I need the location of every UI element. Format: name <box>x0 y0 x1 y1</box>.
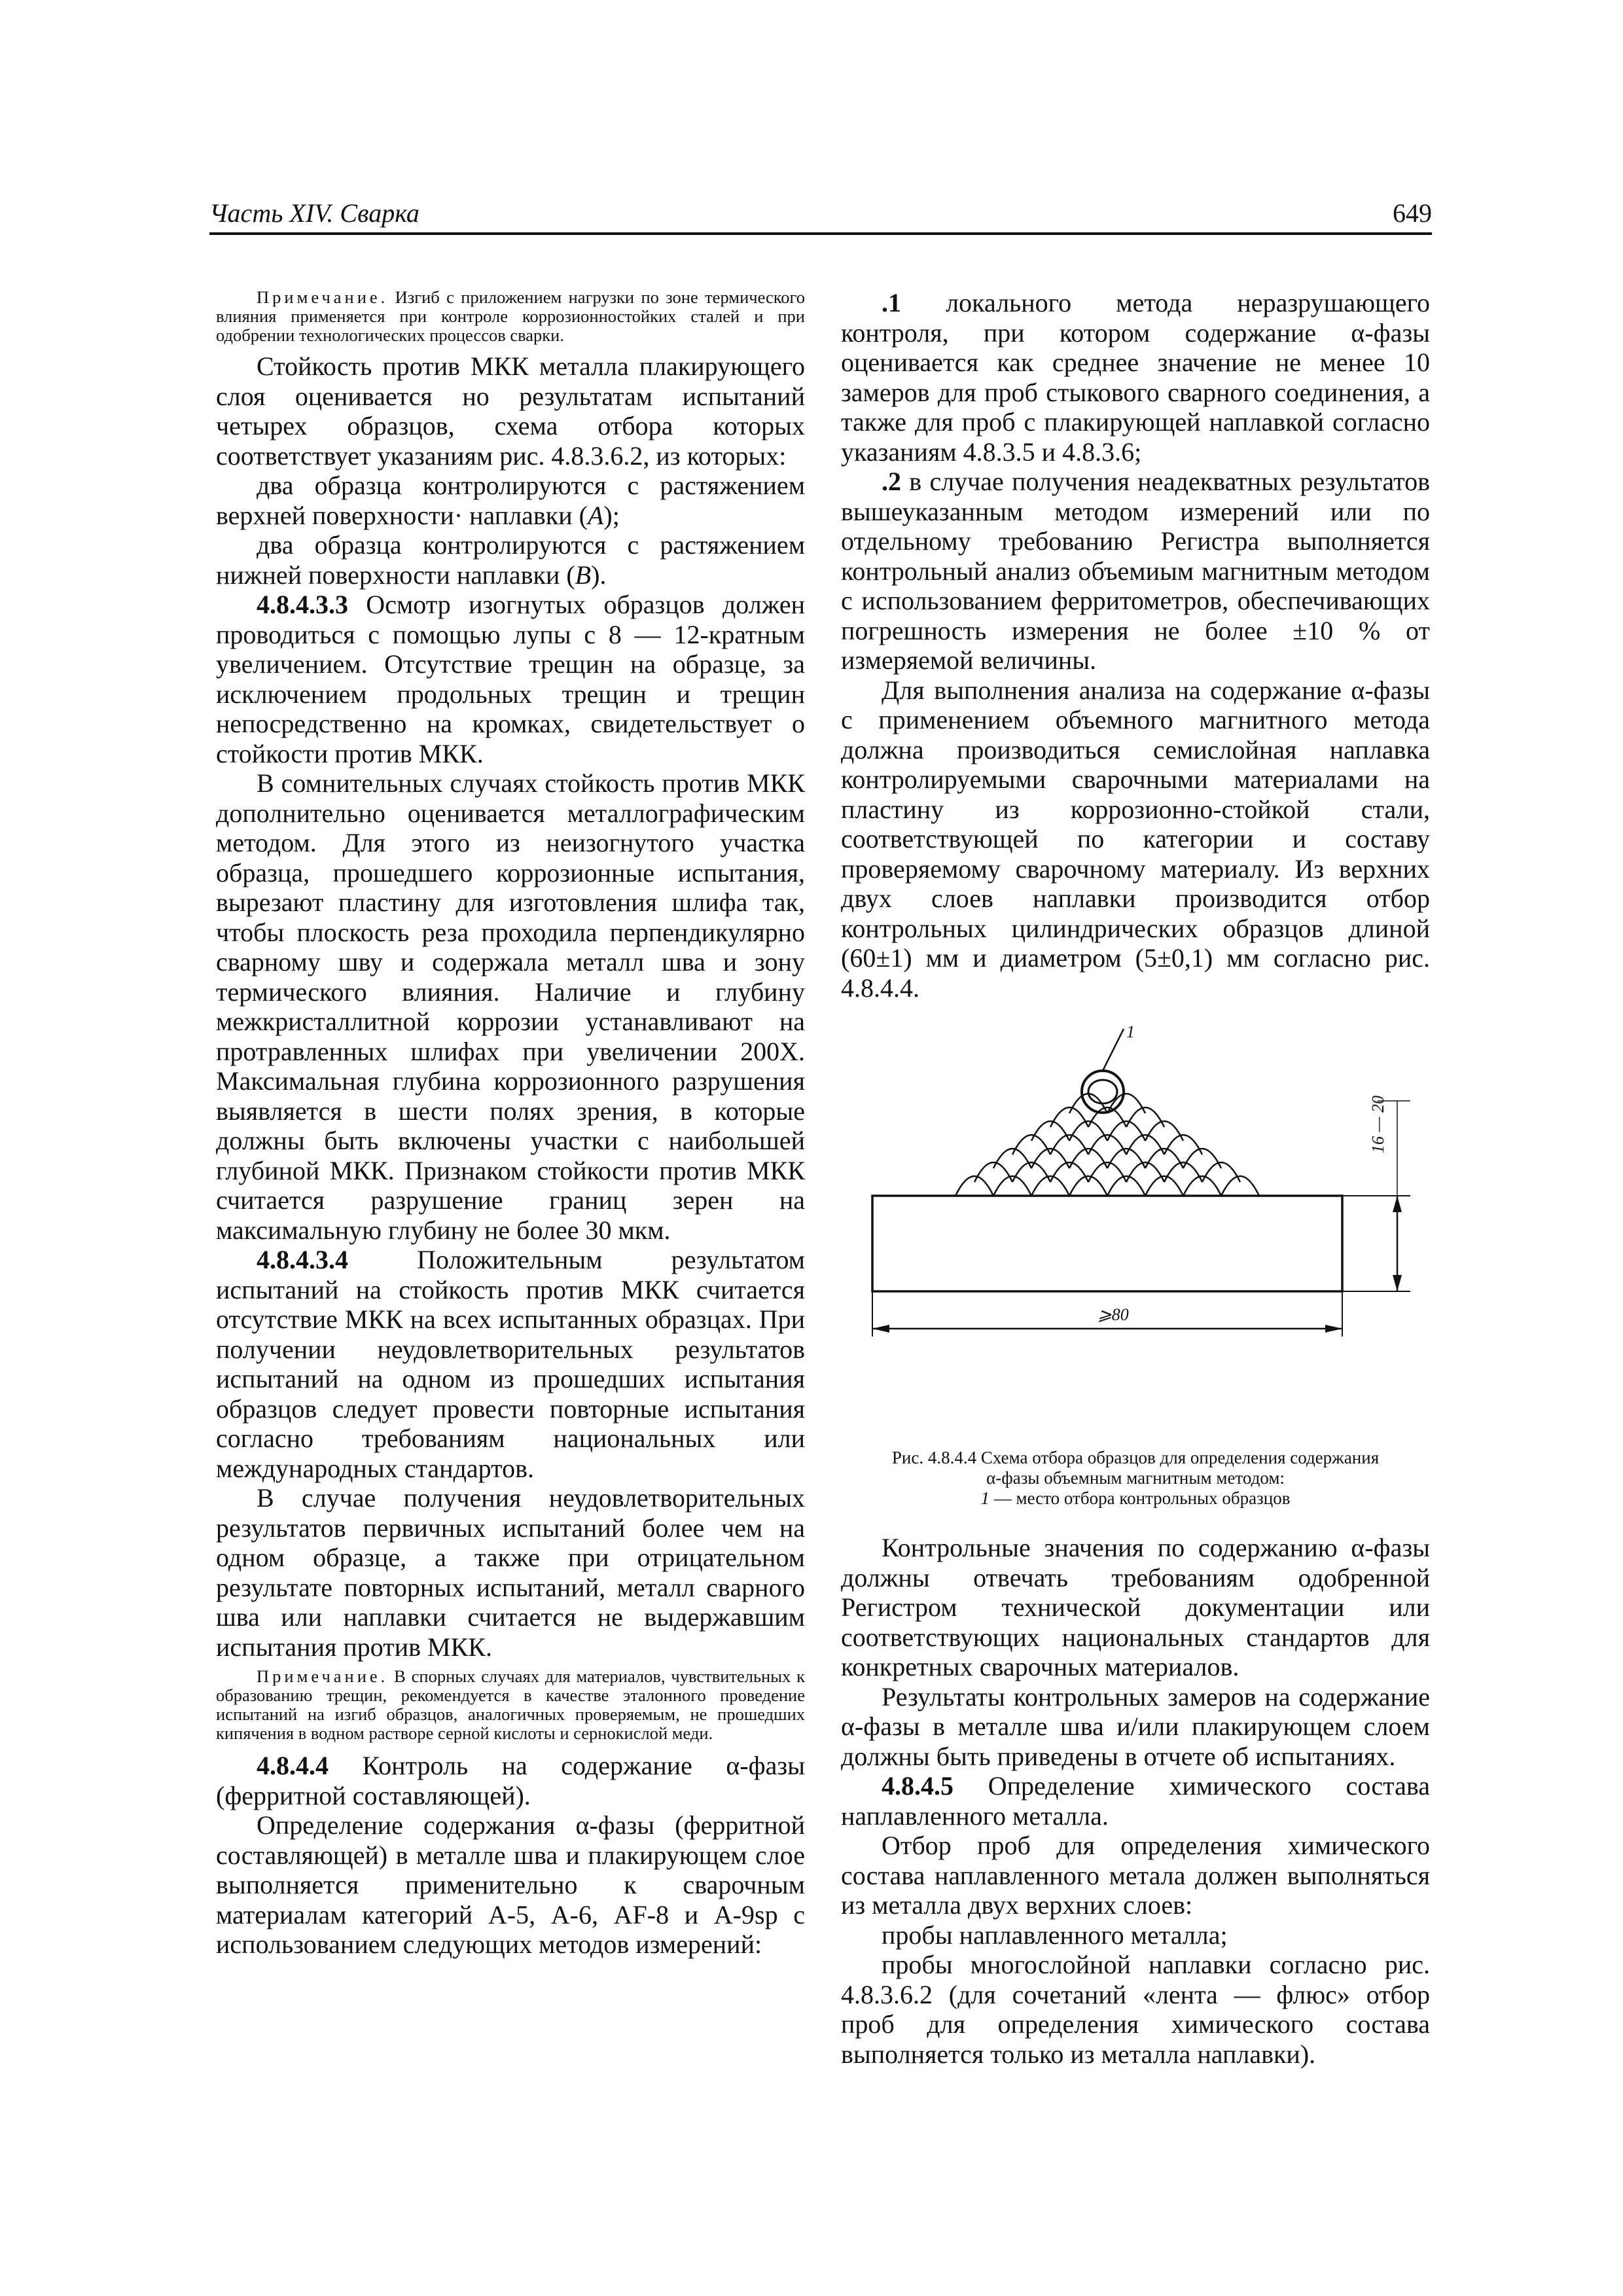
paragraph-control-values: Контрольные значения по содержанию α-фазы должны отвечать требованиям одобренной Регистром технической документации или соответствующих национальных стандартов для конкретных сварочных материалов. <box>841 1533 1430 1681</box>
running-title: Часть XIV. Сварка <box>209 198 419 228</box>
weld-bead <box>1183 1176 1221 1196</box>
paragraph-results: Результаты контрольных замеров на содержание α-фазы в металле шва и/или плакирующем слоем должны быть приведены в отчете об испытаниях. <box>841 1681 1430 1771</box>
section-text: Положительным результатом испытаний на стойкость против МКК считается отсутствие МКК на всех испытанных образцах. При получении неудовлетворительных результатов испытаний на одном из прошедших испытания образцов следует провести повторные испытания согласно требованиям национальных или международных стандартов. <box>216 1245 805 1483</box>
sample-bead-core <box>1088 1080 1117 1103</box>
note-2-text: В спорных случаях для материалов, чувствительных к образованию трещин, рекомендуется в качестве эталонного проведение испытаний на изгиб образцов, аналогичных проверяемым, не прошедших кипячения в водном растворе серной кислоты и сернокислой меди. <box>216 1666 805 1743</box>
page-number: 649 <box>1393 198 1432 228</box>
paragraph-unsatisfactory: В случае получения неудовлетворительных результатов первичных испытаний более чем на одном образце, а также при отрицательном результате повторных испытаний, металл сварного шва или наплавки считается не выдержавшим испытания против МКК. <box>216 1483 805 1662</box>
weld-bead <box>1050 1107 1088 1127</box>
weld-bead <box>1145 1121 1183 1141</box>
caption-line-1: Рис. 4.8.4.4 Схема отбора образцов для определения содержания <box>891 1448 1380 1467</box>
weld-bead <box>1202 1162 1240 1182</box>
text-upper-a: два образца контролируются с растяжением верхней поверхности· наплавки ( <box>216 471 805 530</box>
weld-bead <box>955 1176 993 1196</box>
weld-bead <box>1050 1135 1088 1155</box>
text-upper-b: ); <box>603 500 620 530</box>
weld-bead <box>1088 1162 1126 1182</box>
caption-line-3 <box>841 1488 1430 1509</box>
list-item-multilayer: пробы многослойной наплавки согласно рис. 4.8.3.6.2 (для сочетаний «лента — флюс» отбор проб для определения химического состава выполняется только из металла наплавки). <box>841 1950 1430 2069</box>
note-1-lead: Примечание. <box>257 287 389 307</box>
figure-caption <box>841 1448 1430 1509</box>
arrow-right <box>1325 1325 1342 1333</box>
header-rule <box>209 232 1432 235</box>
right-column <box>841 288 1430 2069</box>
weld-bead <box>993 1176 1031 1196</box>
weld-bead <box>1107 1121 1145 1141</box>
weld-bead <box>1069 1176 1107 1196</box>
dimension-height: 16 — 20 <box>1368 1095 1387 1153</box>
weld-bead <box>1031 1121 1069 1141</box>
weld-diagram <box>841 1022 1430 1441</box>
section-number: 4.8.4.4 <box>257 1751 329 1780</box>
paragraph-metallographic: В сомнительных случаях стойкость против МКК дополнительно оценивается металлографическим методом. Для этого из неизогнутого участка образца, прошедшего коррозионные испытания, вырезают пластину для изготовления шлифа так, чтобы плоскость реза проходила перпендикулярно сварному шву и содержала металл шва и зону термического влияния. Наличие и глубину межкристаллитной коррозии устанавливают на протравленных шлифах при увеличении 200Х. Максимальная глубина коррозионного разрушения выявляется в шести полях зрения, в которые должны быть включены участки с наибольшей глубиной МКК. Признаком стойкости против МКК считается разрушение границ зерен на максимальную глубину не более 30 мкм. <box>216 768 805 1245</box>
note-1-text: Изгиб с приложением нагрузки по зоне термического влияния применяется при контроле коррозионностойких сталей и при одобрении технологических процессов сварки. <box>216 287 805 345</box>
weld-bead <box>993 1149 1031 1168</box>
paragraph-sampling: Отбор проб для определения химического состава наплавленного метала должен выполняться из металла двух верхних слоев: <box>841 1831 1430 1920</box>
weld-bead <box>1221 1176 1259 1196</box>
section-number: 4.8.4.3.3 <box>257 590 348 619</box>
list-item-deposited: пробы наплавленного металла; <box>882 1920 1228 1950</box>
section-4-8-4-5 <box>841 1771 1430 1831</box>
section-4-8-4-3-3 <box>216 590 805 768</box>
text-lower-b: ). <box>591 560 607 590</box>
weld-bead <box>1107 1149 1145 1168</box>
note-1 <box>216 288 805 345</box>
section-number: 4.8.4.3.4 <box>257 1245 348 1274</box>
symbol-b: B <box>575 560 592 590</box>
leader-line <box>1103 1029 1124 1071</box>
dimension-width: ⩾80 <box>1097 1305 1129 1324</box>
paragraph-seven-layer: Для выполнения анализа на содержание α-фазы с применением объемного магнитного метода должна производиться семислойная наплавка контролируемыми сварочными материалами на пластину из коррозионно-стойкой стали, соответствующей по категории и составу проверяемому сварочному материалу. Из верхних двух слоев наплавки производится отбор контрольных цилиндрических образцов длиной (60±1) мм и диаметром (5±0,1) мм согласно рис. 4.8.4.4. <box>841 675 1430 1003</box>
section-4-8-4-3-4 <box>216 1245 805 1483</box>
weld-bead <box>1031 1176 1069 1196</box>
figure-label-1: 1 <box>1126 1022 1135 1041</box>
caption-line-2: α-фазы объемным магнитным методом: <box>986 1468 1285 1488</box>
item-1 <box>841 288 1430 467</box>
item-2 <box>841 467 1430 675</box>
weld-bead <box>1145 1149 1183 1168</box>
note-2 <box>216 1667 805 1743</box>
weld-bead <box>1088 1135 1126 1155</box>
running-header <box>209 196 1432 236</box>
weld-bead <box>1012 1162 1050 1182</box>
item-number: .2 <box>882 467 901 496</box>
section-text: Контроль на содержание α-фазы (ферритной составляющей). <box>216 1751 805 1810</box>
item-number: .1 <box>882 288 901 317</box>
weld-bead <box>1107 1176 1145 1196</box>
caption-item-text: — место отбора контрольных образцов <box>989 1488 1291 1508</box>
paragraph-mkk-samples: Стойкость против МКК металла плакирующего слоя оценивается но результатам испытаний четырех образцов, схема отбора которых соответствует указаниям рис. 4.8.3.6.2, из которых: <box>216 351 805 471</box>
text-lower-a: два образца контролируются с растяжением нижней поверхности наплавки ( <box>216 530 805 590</box>
weld-bead <box>1069 1121 1107 1141</box>
weld-bead <box>1050 1162 1088 1182</box>
paragraph-alpha-phase: Определение содержания α-фазы (ферритной составляющей) в металле шва и плакирующем слое выполняется применительно к сварочным материалам категорий А-5, А-6, AF-8 и А-9sp с использованием следующих методов измерений: <box>216 1810 805 1959</box>
section-text: Определение химического состава наплавленного металла. <box>841 1771 1430 1831</box>
paragraph-lower-surface <box>216 530 805 590</box>
note-2-lead: Примечание. <box>257 1666 389 1686</box>
paragraph-upper-surface <box>216 471 805 530</box>
weld-bead <box>1069 1149 1107 1168</box>
left-column <box>216 288 805 1960</box>
item-text: локального метода неразрушающего контроля, при котором содержание α-фазы оценивается как среднее значение не менее 10 замеров для проб стыкового сварного соединения, а также для проб с плакирующей наплавкой согласно указаниям 4.8.3.5 и 4.8.3.6; <box>841 288 1430 467</box>
weld-bead <box>1031 1149 1069 1168</box>
section-4-8-4-4 <box>216 1751 805 1810</box>
weld-bead <box>1164 1162 1202 1182</box>
weld-bead <box>1183 1149 1221 1168</box>
item-text: в случае получения неадекватных результатов вышеуказанным методом измерений или по отдельному требованию Регистра выполняется контрольный анализ объемиым магнитным методом с использованием ферритометров, обеспечивающих погрешность измерения не более ±10 % от измеряемой величины. <box>841 467 1430 675</box>
section-text: Осмотр изогнутых образцов должен проводиться с помощью лупы с 8 — 12-кратным увеличением. Отсутствие трещин на образце, за исключением продольных трещин и трещин непосредственно на кромках, свидетельствует о стойкости против МКК. <box>216 590 805 768</box>
weld-bead <box>1012 1135 1050 1155</box>
arrow-down <box>1393 1275 1402 1291</box>
section-number: 4.8.4.5 <box>882 1771 954 1801</box>
weld-bead <box>1126 1135 1164 1155</box>
weld-bead <box>974 1162 1012 1182</box>
weld-bead <box>1145 1176 1183 1196</box>
caption-item-number: 1 <box>980 1488 990 1508</box>
figure-4-8-4-4 <box>841 1022 1430 1526</box>
symbol-a: A <box>587 500 604 530</box>
arrow-left <box>872 1325 889 1333</box>
arrow-up <box>1393 1196 1402 1212</box>
weld-bead <box>1126 1107 1164 1127</box>
base-plate <box>872 1196 1342 1291</box>
weld-bead <box>1126 1162 1164 1182</box>
weld-bead <box>1164 1135 1202 1155</box>
